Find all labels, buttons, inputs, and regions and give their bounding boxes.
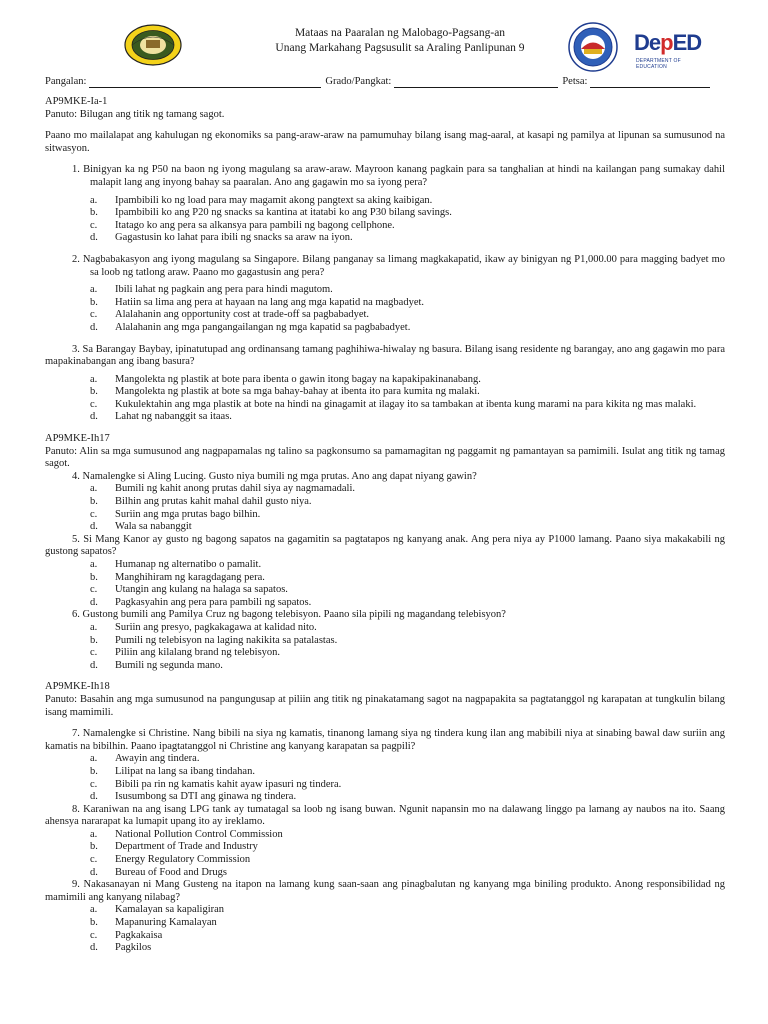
- question-item: 7. Namalengke si Christine. Nang bibili na siya ng kamatis, tinanong lamang siya ng tindera kung ilan ang mabibili niya at sinabing bawal daw suriin ang kamatis na bibilhin. Paano ipagtatanggol ni Christine ang kanyang karapatan sa pagpili?: [45, 728, 725, 752]
- instruction-text: Panuto: Basahin ang mga sumusunod na pangungusap at piliin ang titik ng pinakatamang sagot na nagpapakita sa pagtatanggol ng karapatan at tungkulin bilang isang mamimili.: [45, 693, 725, 718]
- option-list: [45, 284, 725, 334]
- option-item[interactable]: c. Utangin ang kulang na halaga sa sapatos.: [90, 584, 288, 596]
- option-item[interactable]: a. Humanap ng alternatibo o pamalit.: [90, 559, 262, 570]
- option-item[interactable]: d. Bumili ng segunda mano.: [90, 659, 223, 671]
- option-list: [45, 483, 725, 533]
- option-item[interactable]: d. Lahat ng nabanggit sa itaas.: [90, 411, 232, 423]
- competency-code: AP9MKE-Ia-1: [45, 96, 108, 107]
- competency-code: AP9MKE-Ih18: [45, 681, 110, 693]
- option-item[interactable]: d. Alalahanin ang mga pangangailangan ng mga kapatid sa pagbabadyet.: [90, 321, 411, 333]
- header-title: [200, 26, 600, 56]
- option-item[interactable]: c. Energy Regulatory Commission: [90, 854, 251, 866]
- question-item: 1. Binigyan ka ng P50 na baon ng iyong magulang sa araw-araw. Mayroon kanang pagkain para sa tanghalian at hindi na kailangan pang sumakay dahil malapit lang ang inyong bahay sa paaralan. Ano ang gagawin mo sa iyong pera?: [72, 164, 725, 188]
- document-header: [0, 22, 768, 72]
- grade-section-field[interactable]: [394, 76, 558, 88]
- question-item: 4. Namalengke si Aling Lucing. Gusto niya bumili ng mga prutas. Ano ang dapat niyang gawin?: [72, 470, 477, 482]
- deped-subtitle: DEPARTMENT OF EDUCATION: [636, 58, 681, 70]
- option-item[interactable]: a. Suriin ang presyo, pagkakagawa at kalidad nito.: [90, 621, 317, 633]
- student-info-line: [45, 76, 725, 88]
- option-item[interactable]: b. Mapanuring Kamalayan: [90, 917, 217, 929]
- option-item[interactable]: b. Department of Trade and Industry: [90, 841, 258, 853]
- option-item[interactable]: d. Pagkasyahin ang pera para pambili ng sapatos.: [90, 596, 312, 608]
- competency-code: AP9MKE-Ih17: [45, 433, 110, 445]
- option-item[interactable]: b. Manghihiram ng karagdagang pera.: [90, 571, 265, 583]
- option-item[interactable]: b. Lilipat na lang sa ibang tindahan.: [90, 765, 255, 777]
- grade-label: Grado/Pangkat:: [325, 76, 392, 87]
- option-item[interactable]: b. Ipambibili ko ang P20 ng snacks sa kantina at itatabi ko ang P30 bilang savings.: [90, 207, 452, 219]
- option-item[interactable]: d. Gagastusin ko lahat para ibili ng snacks sa araw na iyon.: [90, 232, 353, 244]
- option-list: [45, 374, 725, 424]
- question-item: 6. Gustong bumili ang Pamilya Cruz ng bagong telebisyon. Paano sila pipili ng magandang telebisyon?: [72, 609, 506, 621]
- option-list: [45, 622, 725, 672]
- option-item[interactable]: c. Suriin ang mga prutas bago bilhin.: [90, 508, 261, 520]
- option-item[interactable]: d. Wala sa nabanggit: [90, 521, 192, 533]
- question-item: 5. Si Mang Kanor ay gusto ng bagong sapatos na gagamitin sa pagtatapos ng kanyang anak. Ang pera niya ay P1000 lamang. Paano siya makakabili ng gustong sapatos?: [45, 533, 725, 558]
- division-seal-logo: [566, 22, 620, 72]
- instruction-text: Panuto: Alin sa mga sumusunod ang nagpapamalas ng talino sa pagkonsumo sa pamamagitan ng paggamit ng pamantayan sa pamimili. Isulat ang titik ng tamag sagot.: [45, 445, 725, 470]
- deped-logo: [628, 30, 704, 70]
- deped-wordmark: DepED: [634, 30, 702, 55]
- option-item[interactable]: c. Itatago ko ang pera sa alkansya para pambili ng bagong cellphone.: [90, 219, 395, 231]
- option-list: [45, 829, 725, 879]
- option-item[interactable]: a. Mangolekta ng plastik at bote para ibenta o gawin itong bagay na kapakipakinanabang.: [90, 373, 481, 385]
- option-item[interactable]: b. Hatiin sa lima ang pera at hayaan na lang ang mga kapatid na magbadyet.: [90, 296, 425, 308]
- option-item[interactable]: c. Piliin ang kilalang brand ng telebisyon.: [90, 647, 281, 659]
- option-item[interactable]: a. Ipambibili ko ng load para may magamit akong pangtext sa aking kaibigan.: [90, 194, 433, 206]
- option-item[interactable]: a. National Pollution Control Commission: [90, 828, 283, 840]
- option-item[interactable]: b. Pumili ng telebisyon na laging nakikita sa patalastas.: [90, 634, 338, 646]
- option-item[interactable]: d. Isusumbong sa DTI ang ginawa ng tindera.: [90, 791, 297, 803]
- date-label: Petsa:: [562, 76, 588, 87]
- option-item[interactable]: a. Bumili ng kahit anong prutas dahil siya ay nagmamadali.: [90, 483, 355, 495]
- question-item: 3. Sa Barangay Baybay, ipinatutupad ang ordinansang tamang paghihiwa-hiwalay ng basura. Bilang isang residente ng barangay, ano ang gagawin mo para mapakinabangan ang ibang basura?: [45, 343, 725, 368]
- option-item[interactable]: c. Bibili pa rin ng kamatis kahit ayaw ipasuri ng tindera.: [90, 778, 342, 790]
- exam-title: Unang Markahang Pagsusulit sa Araling Panlipunan 9: [275, 42, 525, 54]
- option-item[interactable]: c. Kukulektahin ang mga plastik at bote na hindi na ginagamit at ilagay ito sa tambakan at ibenta kung marami na para kikita ng mas malaki.: [90, 398, 697, 410]
- school-name: Mataas na Paaralan ng Malobago-Pagsang-an: [294, 27, 506, 39]
- section-prompt: Paano mo mailalapat ang kahulugan ng ekonomiks sa pang-araw-araw na pamumuhay bilang isang mag-aaral, at kasapi ng pamilya at lipunan sa sumusunod na sitwasyon.: [45, 130, 725, 154]
- option-list: [45, 753, 725, 803]
- question-item: 8. Karaniwan na ang isang LPG tank ay tumatagal sa loob ng isang buwan. Ngunit napansin mo na dalawang linggo pa lamang ay naubos na ito. Saang ahensya nararapat ka lumapit upang ito ay ireklamo.: [45, 803, 725, 828]
- option-item[interactable]: a. Awayin ang tindera.: [90, 753, 200, 765]
- option-item[interactable]: a. Kamalayan sa kapaligiran: [90, 904, 225, 916]
- option-item[interactable]: c. Pagkakaisa: [90, 929, 163, 941]
- worksheet-content: [45, 96, 725, 955]
- name-label: Pangalan:: [45, 76, 87, 87]
- question-item: 2. Nagbabakasyon ang iyong magulang sa Singapore. Bilang panganay sa limang magkakapatid, ikaw ay binigyan ng P1,000.00 para magging badyet mo sa loob ng tatlong araw. Paano mo gagastusin ang pera?: [72, 253, 725, 278]
- option-item[interactable]: d. Pagkilos: [90, 942, 152, 954]
- option-list: [45, 559, 725, 609]
- option-item[interactable]: d. Bureau of Food and Drugs: [90, 866, 227, 878]
- instruction-text: Panuto: Bilugan ang titik ng tamang sagot.: [45, 108, 225, 120]
- name-field[interactable]: [89, 76, 321, 88]
- question-item: 9. Nakasanayan ni Mang Gusteng na itapon na lamang kung saan-saan ang pinagbalutan ng kanyang mga biniling produkto. Anong responsibilidad ng mamimili ang kanyang nilabag?: [45, 879, 725, 903]
- date-field[interactable]: [590, 76, 710, 88]
- option-list: [45, 195, 725, 245]
- option-item[interactable]: c. Alalahanin ang opportunity cost at trade-off sa pagbabadyet.: [90, 309, 370, 321]
- option-item[interactable]: b. Bilhin ang prutas kahit mahal dahil gusto niya.: [90, 496, 312, 508]
- option-list: [45, 904, 725, 954]
- option-item[interactable]: b. Mangolekta ng plastik at bote sa mga bahay-bahay at ibenta ito para kumita ng malaki.: [90, 386, 480, 398]
- school-logo: [124, 24, 182, 66]
- option-item[interactable]: a. Ibili lahat ng pagkain ang pera para hindi magutom.: [90, 284, 333, 296]
